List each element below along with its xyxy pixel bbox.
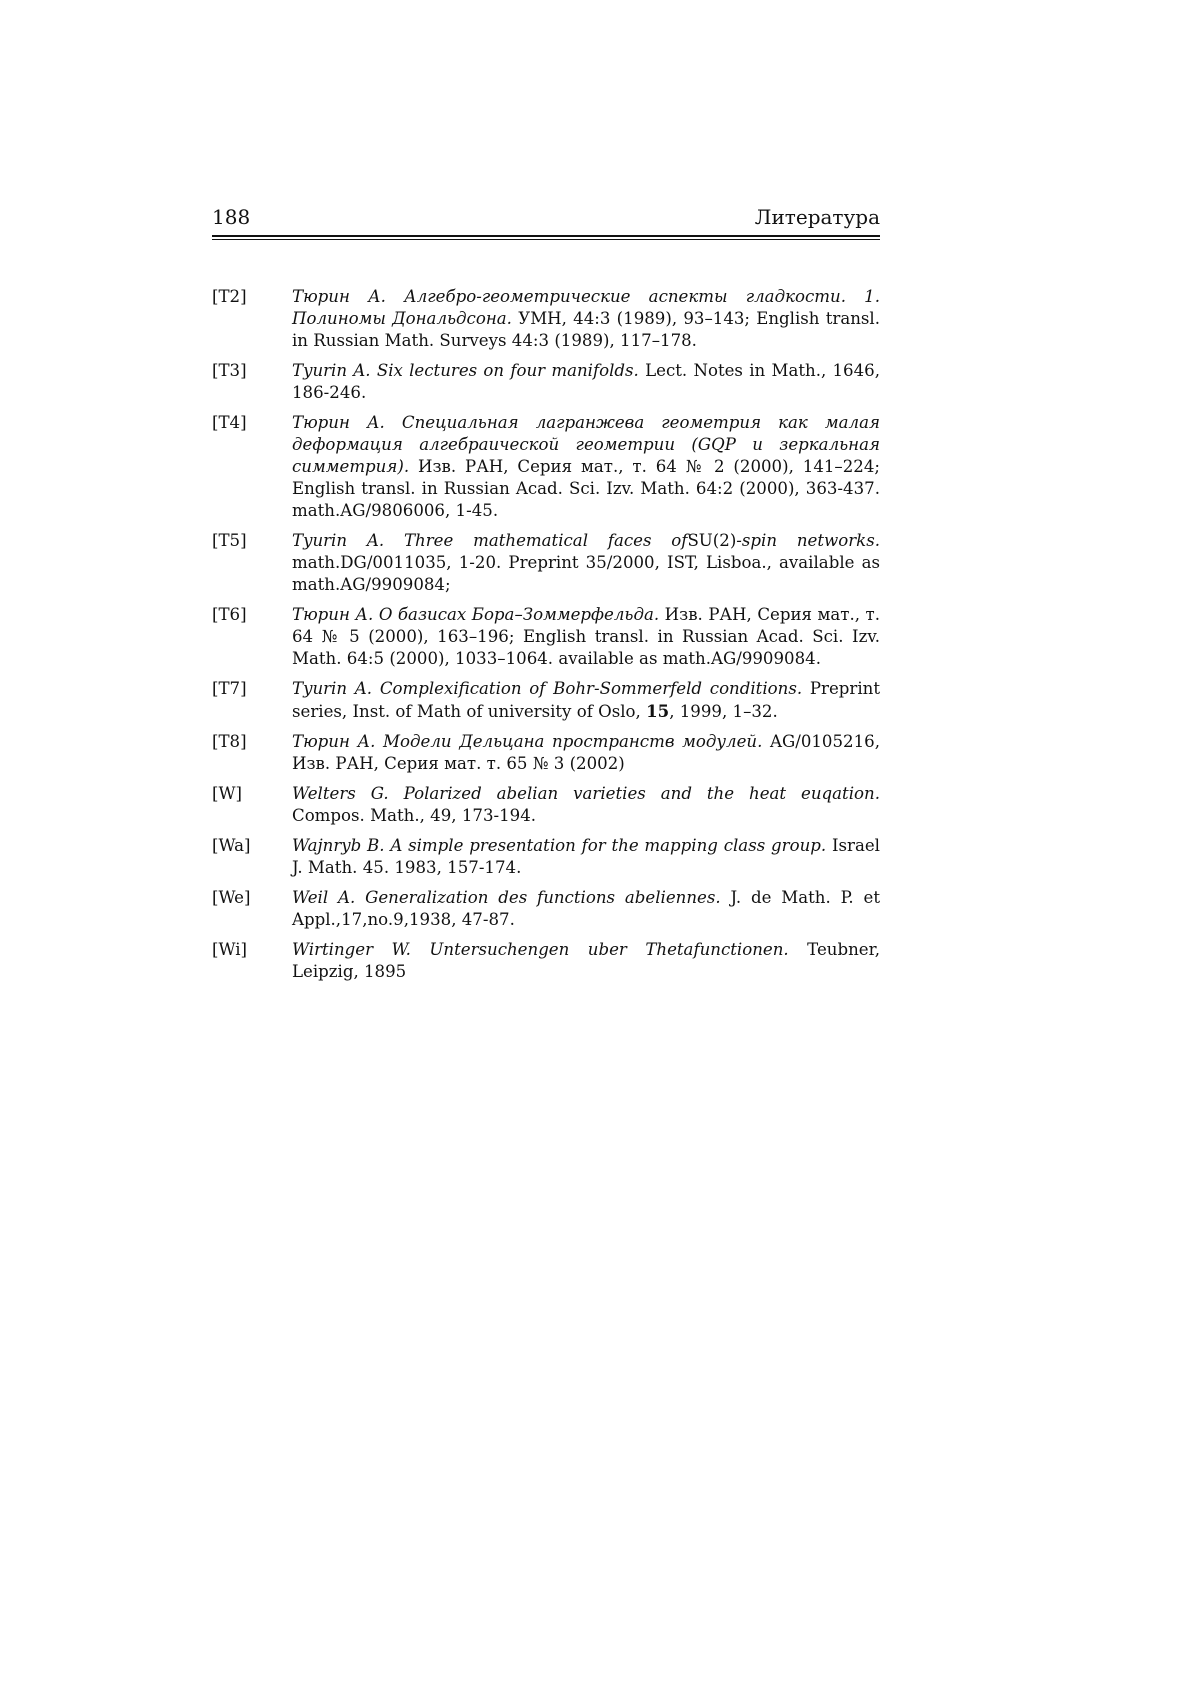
reference-title: A simple presentation for the mapping class group. (390, 836, 827, 855)
reference-author: Tyurin A. (292, 531, 385, 550)
reference-details: Israel J. Math. 45. 1983, 157-174. (292, 836, 880, 877)
reference-key: [Wa] (212, 836, 251, 855)
reference-entry (212, 412, 880, 522)
reference-title: Untersuchengen uber Thetafunctionen. (429, 940, 789, 959)
reference-key: [T6] (212, 605, 247, 624)
reference-entry (212, 887, 880, 931)
reference-details: Lect. Notes in Math., 1646, 186-246. (292, 361, 880, 402)
reference-entry (212, 530, 880, 596)
reference-key: [T5] (212, 531, 247, 550)
reference-details: AG/0105216, Изв. РАН, Серия мат. т. 65 № 3 (2002) (292, 732, 880, 773)
reference-key: [T7] (212, 679, 247, 698)
header-rule-thick (212, 235, 880, 237)
page-number: 188 (212, 205, 251, 229)
reference-author: Тюрин А. (292, 287, 386, 306)
reference-entry (212, 939, 880, 983)
reference-key: [T4] (212, 413, 247, 432)
reference-entry (212, 835, 880, 879)
reference-details: Teubner, Leipzig, 1895 (292, 940, 880, 981)
reference-author: Wajnryb B. (292, 836, 385, 855)
reference-author: Weil A. (292, 888, 356, 907)
reference-title-math: SU(2) (687, 531, 737, 550)
reference-title: Complexification of Bohr-Sommerfeld conditions. (379, 679, 803, 698)
reference-author: Wirtinger W. (292, 940, 411, 959)
reference-body (292, 412, 880, 522)
reference-title: О базисах Бора–Зоммерфельда. (378, 605, 660, 624)
reference-body (292, 604, 880, 670)
book-page (212, 205, 880, 991)
reference-details: УМН, 44:3 (1989), 93–143; English transl. in Russian Math. Surveys 44:3 (1989), 117–178. (292, 309, 881, 350)
reference-title: Six lectures on four manifolds. (376, 361, 639, 380)
section-title: Литература (754, 205, 880, 229)
reference-body (292, 835, 880, 879)
reference-title: Специальная лагранжева геометрия как малая деформация алгебраической геометрии (GQP и зеркальная симметрия). (292, 413, 880, 476)
reference-details: math.DG/0011035, 1-20. Preprint 35/2000, IST, Lisboa., available as math.AG/9909084; (292, 553, 880, 594)
reference-entry (212, 678, 880, 723)
reference-details: Изв. РАН, Серия мат., т. 64 № 5 (2000), 163–196; English transl. in Russian Acad. Sci. Izv. Math. 64:5 (2000), 1033–1064. available as math.AG/9909084. (292, 605, 881, 668)
reference-author: Tyurin A. (292, 361, 371, 380)
reference-entry (212, 783, 880, 827)
reference-body (292, 286, 880, 352)
reference-author: Welters G. (292, 784, 389, 803)
reference-body (292, 530, 880, 596)
running-header (212, 205, 880, 229)
reference-key: [We] (212, 888, 251, 907)
reference-body (292, 887, 880, 931)
reference-details: Изв. РАН, Серия мат., т. 64 № 2 (2000), 141–224; English transl. in Russian Acad. Sci. Izv. Math. 64:2 (2000), 363-437. math.AG/9806006, 1-45. (292, 457, 880, 520)
reference-entry (212, 286, 880, 352)
reference-details: Compos. Math., 49, 173-194. (292, 806, 537, 825)
reference-author: Тюрин А. (292, 413, 385, 432)
reference-key: [T3] (212, 361, 247, 380)
reference-author: Tyurin A. (292, 679, 373, 698)
reference-title: Модели Дельцана пространств модулей. (383, 732, 763, 751)
reference-body (292, 731, 880, 775)
reference-details: J. de Math. P. et Appl.,17,no.9,1938, 47-87. (292, 888, 880, 929)
reference-title: Generalization des functions abeliennes. (365, 888, 721, 907)
reference-entry (212, 731, 880, 775)
reference-body (292, 939, 880, 983)
reference-details-end: , 1999, 1–32. (669, 702, 778, 721)
reference-key: [Wi] (212, 940, 248, 959)
reference-entry (212, 360, 880, 404)
reference-key: [W] (212, 784, 243, 803)
reference-title: Polarized abelian varieties and the heat euqation. (403, 784, 880, 803)
reference-body (292, 678, 880, 723)
reference-title: Three mathematical faces of (403, 531, 688, 550)
reference-details: Preprint series, Inst. of Math of university of Oslo, (292, 679, 881, 721)
reference-title-tail: -spin networks. (736, 531, 880, 550)
reference-volume: 15 (646, 701, 670, 721)
reference-title: Алгебро-геометрические аспекты гладкости. 1. Полиномы Дональдсона. (292, 287, 880, 328)
reference-entry (212, 604, 880, 670)
reference-body (292, 360, 880, 404)
header-rule-thin (212, 239, 880, 240)
bibliography-list (212, 286, 880, 983)
reference-key: [T2] (212, 287, 247, 306)
reference-body (292, 783, 880, 827)
reference-author: Тюрин А. (292, 605, 374, 624)
reference-key: [T8] (212, 732, 247, 751)
reference-author: Тюрин А. (292, 732, 376, 751)
